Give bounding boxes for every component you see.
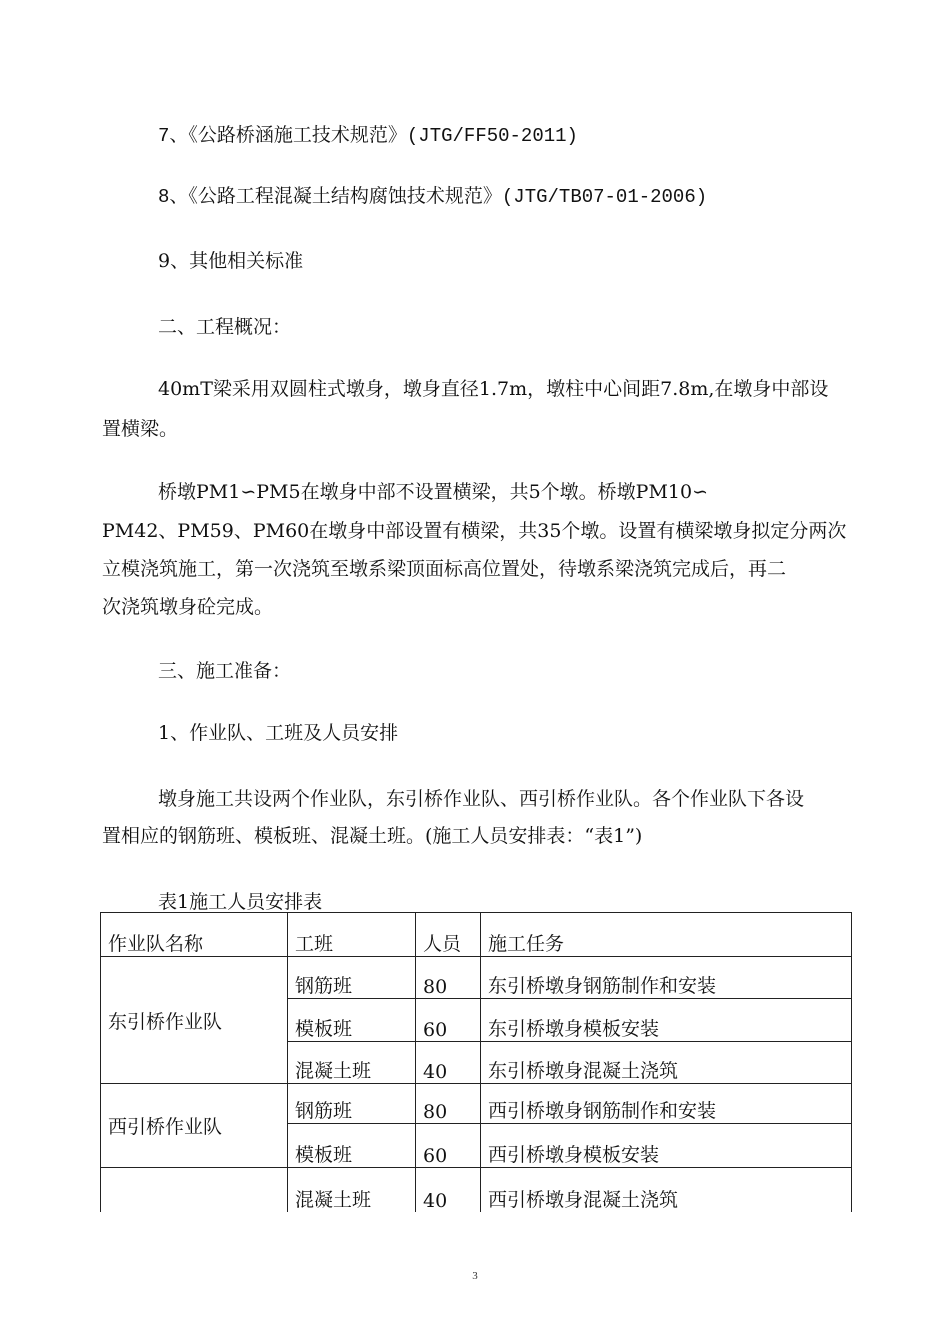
task-cell: 西引桥墩身混凝土浇筑 [481,1168,852,1212]
people-cell: 40 [416,1042,481,1084]
people-cell: 40 [416,1168,481,1212]
task-cell: 东引桥墩身钢筋制作和安装 [481,957,852,999]
east-team-cell: 东引桥作业队 [101,957,288,1084]
class-cell: 钢筋班 [288,1084,416,1124]
overview-paragraph-2-line-4: 次浇筑墩身砼完成。 [102,596,274,618]
standard-item-9: 9、其他相关标准 [158,250,304,272]
header-task: 施工任务 [481,913,852,957]
overview-paragraph-2-line-2: PM42、PM59、PM60在墩身中部设置有横梁，共35个墩。设置有横梁墩身拟定分两次 [102,520,847,542]
section-heading-preparation: 三、施工准备： [158,660,292,682]
people-cell: 60 [416,1124,481,1168]
section-heading-overview: 二、工程概况： [158,316,292,338]
class-cell: 模板班 [288,1124,416,1168]
west-team-cell: 西引桥作业队 [101,1084,288,1168]
empty-team-cell [101,1168,288,1212]
overview-paragraph-1-line-2: 置横梁。 [102,418,179,440]
standard-item-8: 8、《公路工程混凝土结构腐蚀技术规范》(JTG/TB07-01-2006) [158,186,708,208]
staffing-table [100,912,852,1212]
subsection-heading-teams: 1、作业队、工班及人员安排 [158,722,399,744]
people-cell: 80 [416,1084,481,1124]
task-cell: 西引桥墩身模板安装 [481,1124,852,1168]
standard-item-7: 7、《公路桥涵施工技术规范》(JTG/FF50-2011) [158,125,578,147]
table-caption: 表1施工人员安排表 [158,891,323,913]
teams-paragraph-line-2: 置相应的钢筋班、模板班、混凝土班。(施工人员安排表：“表1”) [102,825,643,847]
class-cell: 混凝土班 [288,1042,416,1084]
page-number: 3 [472,1270,478,1282]
table-row [101,1084,852,1124]
table-row [101,957,852,999]
class-cell: 混凝土班 [288,1168,416,1212]
overview-paragraph-2-line-3: 立模浇筑施工，第一次浇筑至墩系梁顶面标高位置处，待墩系梁浇筑完成后，再二 [102,558,787,580]
people-cell: 80 [416,957,481,999]
overview-paragraph-1-line-1: 40mT梁采用双圆柱式墩身，墩身直径1.7m，墩柱中心间距7.8m,在墩身中部设 [158,378,829,400]
table-row [101,1168,852,1212]
class-cell: 模板班 [288,999,416,1042]
overview-paragraph-2-line-1: 桥墩PM1∽PM5在墩身中部不设置横梁，共5个墩。桥墩PM10∽ [158,481,708,503]
header-people: 人员 [416,913,481,957]
task-cell: 东引桥墩身模板安装 [481,999,852,1042]
header-class: 工班 [288,913,416,957]
people-cell: 60 [416,999,481,1042]
teams-paragraph-line-1: 墩身施工共设两个作业队，东引桥作业队、西引桥作业队。各个作业队下各设 [158,788,805,810]
table-header-row [101,913,852,957]
task-cell: 东引桥墩身混凝土浇筑 [481,1042,852,1084]
header-team-name: 作业队名称 [101,913,288,957]
class-cell: 钢筋班 [288,957,416,999]
task-cell: 西引桥墩身钢筋制作和安装 [481,1084,852,1124]
